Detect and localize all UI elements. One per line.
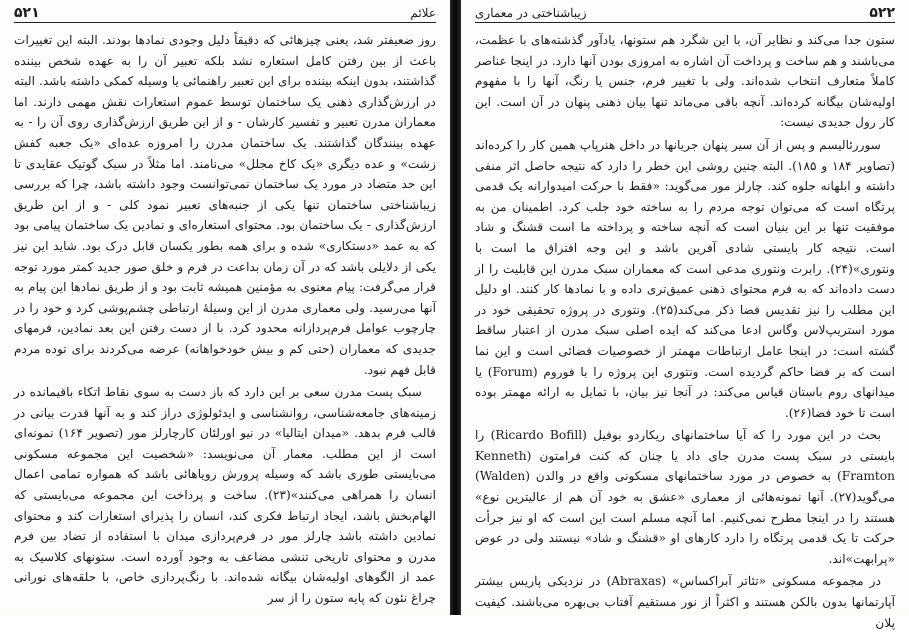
right-paragraph: سوررئالیسم و پس از آن سیر پنهان جریانها در داخل هنرپاپ همین کار را کرده‌اند (تصاویر ۱۸۴ و ۱۸۵). البته چنین روشی این خطر را دارد که نتیجه حاصل اثر منفی داشته و ابلهانه جلوه کند. چارلز مور می‌گوید: «فقط با حرکت امیدوارانه یک قدمی پرتگاه است که می‌توان توجه مردم را به ساخته خود جلب کرد. اطمینان من به موفقیت تنها بر این بنیان است که آنچه ساخته و پرداخته ما است قشنگ و شاد است. نتیجه کار بایستی شادی آفرین باشد و این وجه افتراق ما است با ونتوری»(۲۴). رابرت ونتوری مدعی است که معماران سبک مدرن این قابلیت را از دست داده‌اند که به فرم محتوای ذهنی عمیق‌تری داده و با نمادها کار کنند. او دلیل این مطلب را نیز تقدیس فضا ذکر می‌کند(۲۵). ونتوری در پروژه تحقیقی خود در مورد استریپ‌لاس وگاس ادعا می‌کند که ایده اصلی سبک مدرن از اعتبار ساقط گشته است: در اینجا عامل ارتباطات مهمتر از خصوصیات فضائی است و این نما است که بر فضا حاکم گردیده است. ونتوری این پروژه را با فوروم (Forum) یا میدانهای روم باستان قیاس می‌کند: در آنجا نیز بیان، با تمایل به ارائه مهمتر بوده است تا خود فضا(۲۶). [475,137,895,420]
right-paragraph: بحث در این مورد را که آیا ساختمانهای ریکاردو بوفیل (Ricardo Bofill) را بایستی در سبک پست مدرن جای داد یا چنان که کنت فرامتون (Kenneth Framton) به خصوص در مورد ساختمانهای مسکونی واقع در والدن (Walden) می‌گوید(۲۷). آنها نمونه‌هائی از معماری «عشق به خود آن هم از عالیترین نوع» هستند را در اینجا مطرح نمی‌کنیم. اما آنچه مسلم است این است که او نیز جرأت حرکت تا یک قدمی پرتگاه را دارد کارهای او «قشنگ و شاد» نیستند ولی در عوض «پرابهت»اند. [475,428,895,566]
right-paragraph: در مجموعه مسکونی «تئاتر آبراکساس» (Abraxas) در نزدیکی پاریس بیشتر آپارتمانها بدون بالکن هستند و اکثراً از نور مستقیم آفتاب بی‌بهره می‌باشند. کیفیت پلان [475,574,895,630]
left-page-body [14,30,436,615]
right-running-title: زیباشناختی در معماری [475,6,587,20]
book-gutter [450,0,461,615]
left-page-header [14,3,436,23]
right-header-rule [475,22,895,23]
right-page-header [475,3,895,23]
left-paragraph: روز ضعیفتر شد، یعنی چیزهائی که دقیقاً دلیل وجودی نمادها بودند. البته این تغییرات باعث از بین رفتن کامل استعاره نشد بلکه تعبیر آن را به عهده شخص بیننده گذاشتند، بدون اینکه بیننده برای این تعبیر راهنمائی یا وسیله کمکی داشته باشد. البته در ارزش‌گذاری ذهنی یک ساختمان توسط عموم استعارات نقش مهمی دارند. اما معماران مدرن تعبیر و تفسیر کارشان - و از این طریق ارزش‌گذاری روی آن را - به عهده بینندگان گذاشتند. یک ساختمان مدرن را امروزه عده‌ای «یک جعبه کفش زشت» و عده دیگری «یک کاخ مجلل» می‌نامند. اما مثلاً در سبک گوتیک عقایدی تا این حد متضاد در مورد یک ساختمان نمی‌توانست وجود داشته باشد، چرا که بررسی زیباشناختی ساختمان تنها یکی از جنبه‌های تعبیر نمود کلی - و از این طریق ارزش‌گذاری - یک ساختمان بود. محتوای استعاره‌ای و نمادین یک ساختمان پیامی بود که به عمد «دستکاری» شده و برای همه بطور یکسان قابل درک بود. شاید این نیز یکی از دلایلی باشد که در آن زمان بداعت در فرم و خلق صور جدید کمتر مورد توجه قرار می‌گرفت: پیام معنوی به مؤمنین همیشه ثابت بود و از طریق نمادها این پیام به آنها می‌رسید. ولی معماری مدرن از این وسیلهٔ ارتباطی چشم‌پوشی کرد و خود را در چارچوب عوامل فرم‌پردازانه محدود کرد. با از دست رفتن این بعد نمادین، فرمهای جدیدی که معماران (حتی کم و بیش خودخواهانه) عرضه می‌کردند برای توده مردم قابل فهم نبود. [14,33,436,377]
right-page-number: ۵۲۲ [869,5,895,21]
right-paragraph: ستون جدا می‌کند و نظایر آن، با این شگرد هم ستونها، یادآور گذشته‌های با عظمت، می‌باشند و هم ساخت و پرداخت آن اشاره به امروزی بودن آنها دارد. در اینجا عناصر کاملاً متعارف انتخاب شده‌اند. ولی با تغییر فرم، جنس یا رنگ، آنها را با مفهوم اولیه‌شان بیگانه کرده‌اند. آنچه باقی می‌ماند تنها بیان ذهنی پنهان در آن است. این کار رول جدیدی نیست: [475,33,895,130]
left-running-title: علائم [410,6,436,20]
left-header-rule [14,22,436,23]
left-page [0,0,450,615]
right-page [461,0,909,630]
left-page-number: ۵۲۱ [14,5,40,21]
left-paragraph: سبک پست مدرن سعی بر این دارد که باز دست به سوی نقاط اتکاء باقیمانده در زمینه‌های جامعه‌شناسی، روانشناسی و ایدئولوژی دراز کند و به آنها قدرت بیانی در قالب فرم بدهد. «میدان ایتالیا» در نیو اورلئان کارچارلز مور (تصویر ۱۶۴) نمونه‌ای است از این مطلب. معمار آن می‌نویسد: «شخصیت این مجموعه مسکونی می‌بایستی طوری باشد که وسیله پرورش رویاهائی باشد که همواره تمامی اعمال انسان را همراهی می‌کنند»(۲۳). ساخت و پرداخت این مجموعه می‌بایستی که الهام‌بخش باشد، ایجاد ارتباط فکری کند، انسان را پذیرای استعارات کند و محتوای نمادین داشته باشد چارلز مور در فرم‌پردازی میدان با استفاده از تضاد بین فرم مدرن و محتوای تاریخی تنشی مضاعف به وجود آورده است. ستونهای کلاسیک به عمد از الگوهای اولیه‌شان بیگانه شده‌اند. با رنگ‌پردازی خاص، با حلقه‌های نورانی چراغ نئون که پایه ستون را از سر [14,385,436,606]
right-page-body [475,30,895,630]
